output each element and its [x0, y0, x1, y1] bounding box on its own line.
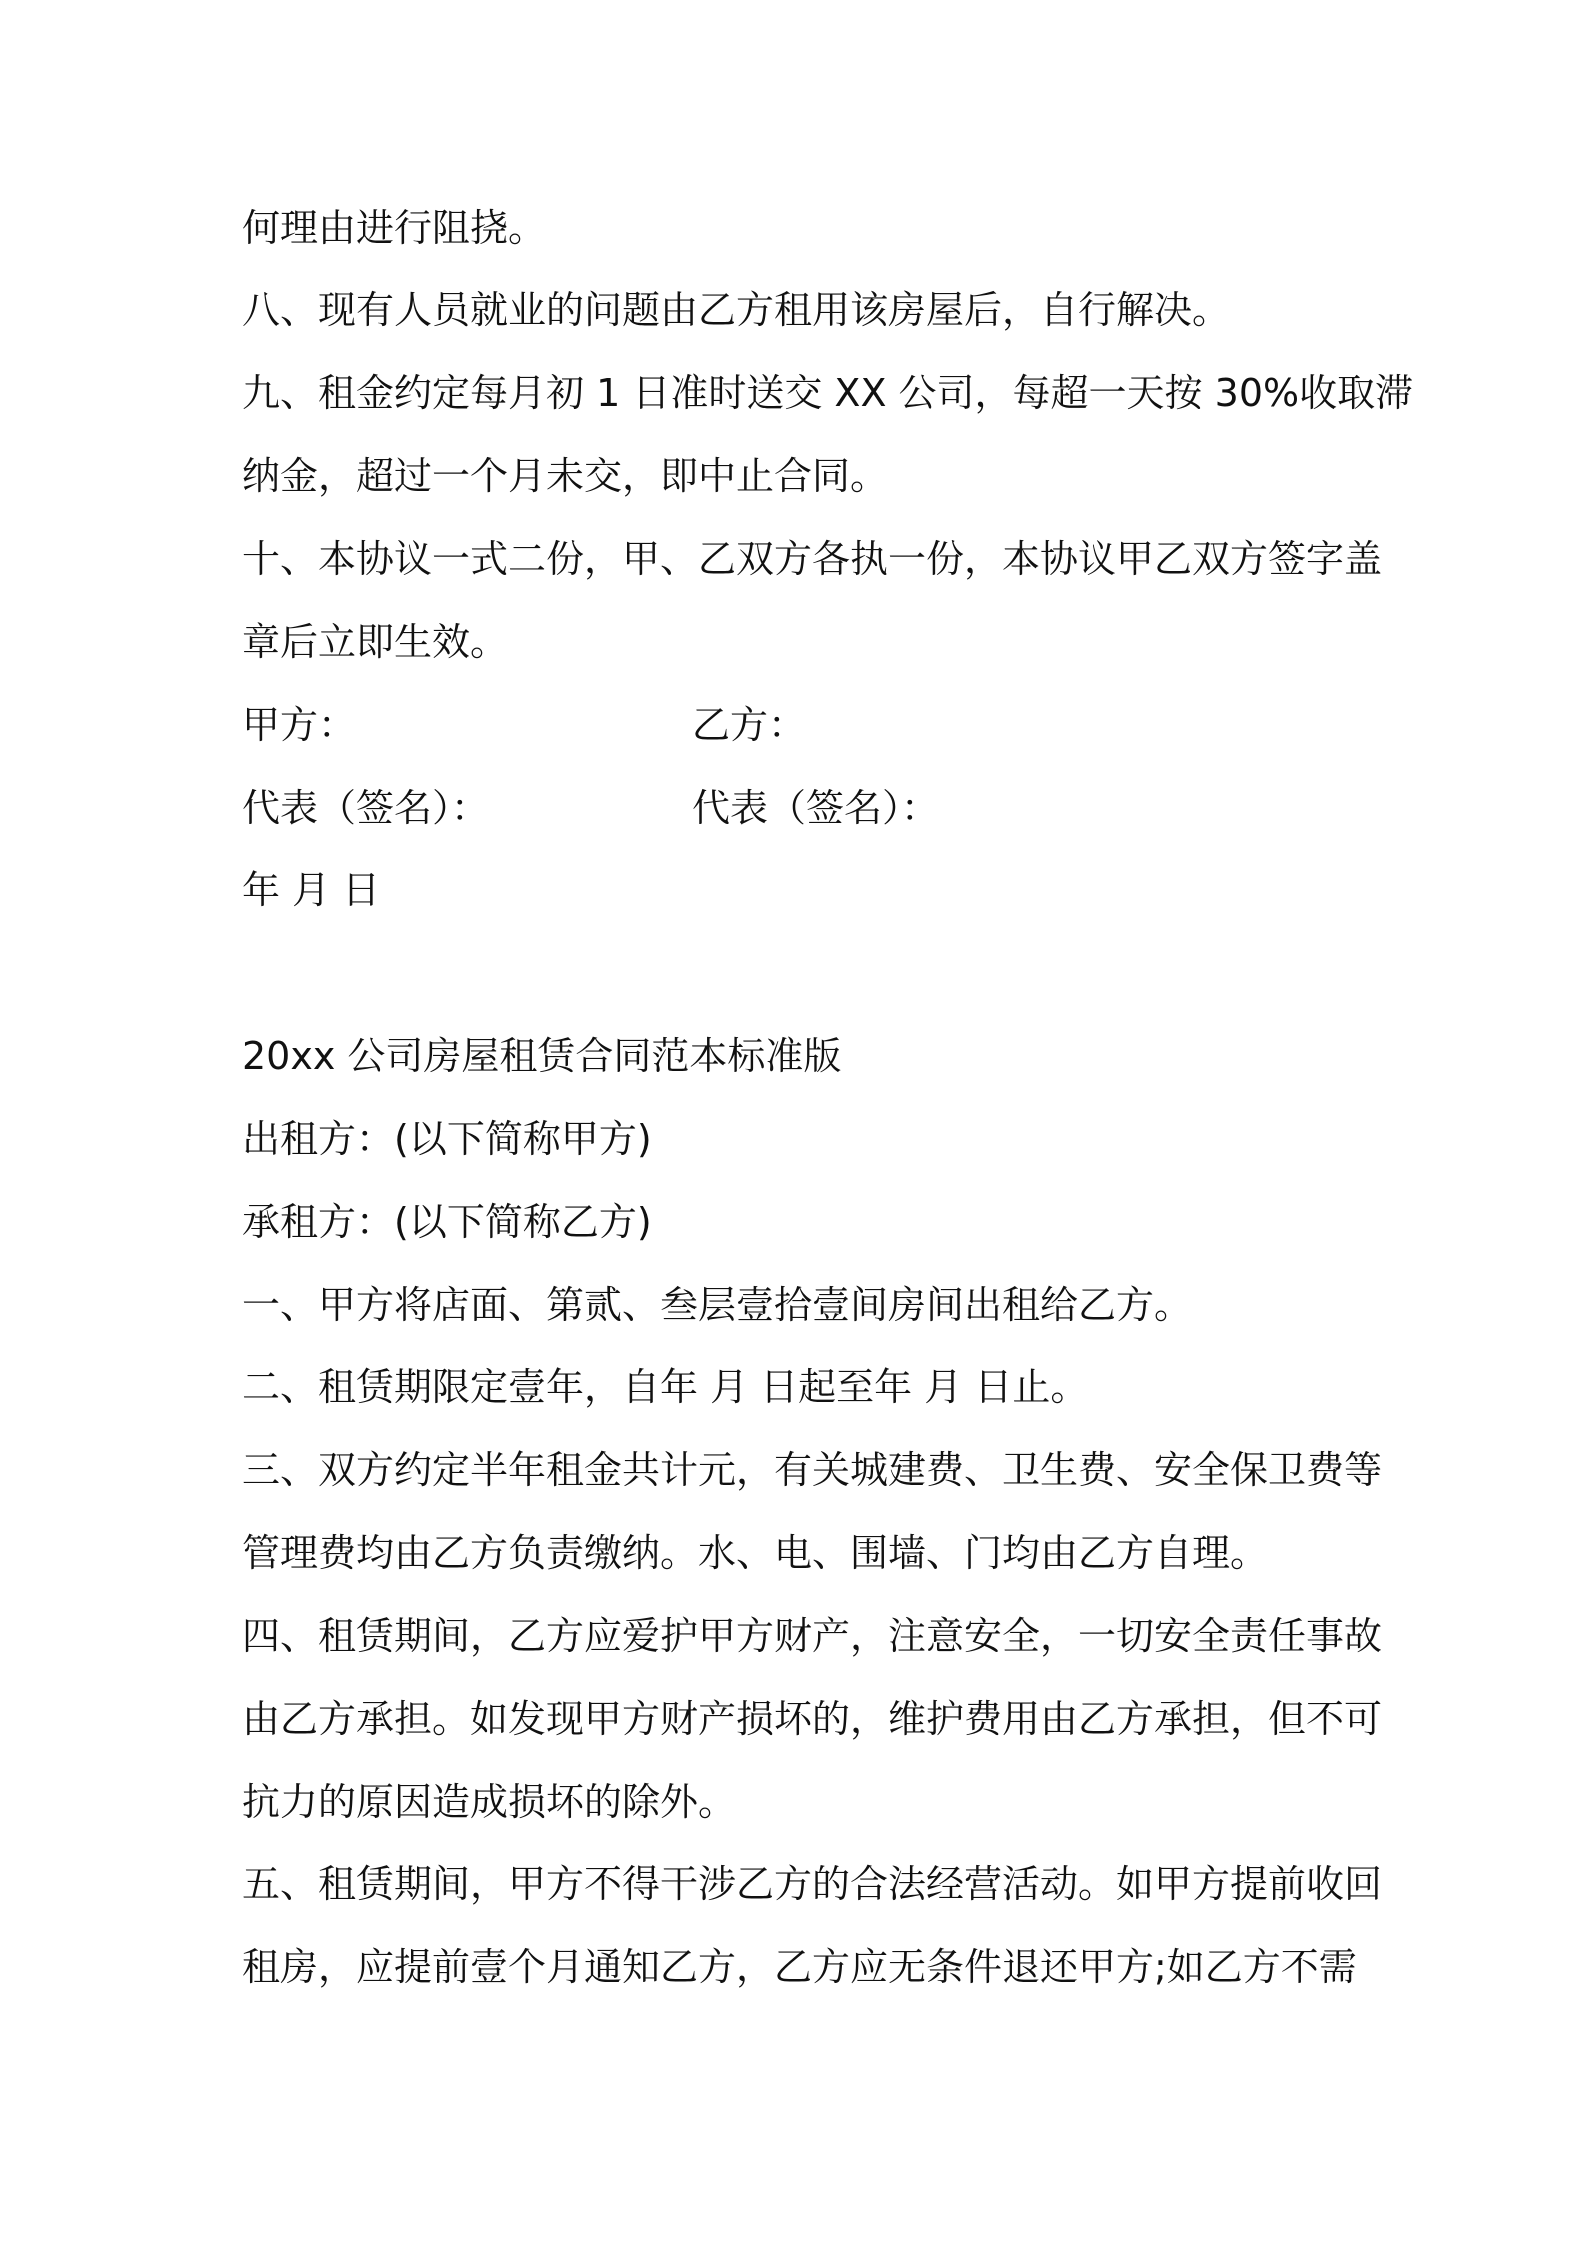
clause-four-line-2: 由乙方承担。如发现甲方财产损坏的，维护费用由乙方承担，但不可 — [242, 1697, 1383, 1741]
clause-four-line-1: 四、租赁期间，乙方应爱护甲方财产，注意安全，一切安全责任事故 — [242, 1614, 1383, 1658]
rep-a-signature-label: 代表（签名）： — [242, 786, 490, 830]
clause-five-line-2: 租房，应提前壹个月通知乙方，乙方应无条件退还甲方;如乙方不需 — [242, 1945, 1357, 1989]
date-line: 年 月 日 — [242, 868, 381, 912]
rep-b-signature-label: 代表（签名）： — [692, 786, 940, 830]
party-b-label: 乙方： — [692, 703, 807, 747]
party-a-label: 甲方： — [242, 703, 357, 747]
clause-eight: 八、现有人员就业的问题由乙方租用该房屋后，自行解决。 — [242, 288, 1231, 332]
clause-ten-line-1: 十、本协议一式二份，甲、乙双方各执一份，本协议甲乙双方签字盖 — [242, 537, 1383, 581]
clause-one: 一、甲方将店面、第贰、叁层壹拾壹间房间出租给乙方。 — [242, 1283, 1193, 1327]
contract-title: 20xx 公司房屋租赁合同范本标准版 — [242, 1034, 842, 1078]
clause-two: 二、租赁期限定壹年，自年 月 日起至年 月 日止。 — [242, 1365, 1089, 1409]
clause-five-line-1: 五、租赁期间，甲方不得干涉乙方的合法经营活动。如甲方提前收回 — [242, 1862, 1383, 1906]
clause-four-line-3: 抗力的原因造成损坏的除外。 — [242, 1780, 737, 1824]
paragraph-line: 何理由进行阻挠。 — [242, 206, 547, 250]
clause-three-line-1: 三、双方约定半年租金共计元，有关城建费、卫生费、安全保卫费等 — [242, 1448, 1383, 1492]
clause-three-line-2: 管理费均由乙方负责缴纳。水、电、围墙、门均由乙方自理。 — [242, 1531, 1269, 1575]
clause-nine-line-2: 纳金，超过一个月未交，即中止合同。 — [242, 454, 889, 498]
lessee-line: 承租方：(以下简称乙方) — [242, 1200, 652, 1244]
clause-ten-line-2: 章后立即生效。 — [242, 620, 509, 664]
lessor-line: 出租方：(以下简称甲方) — [242, 1117, 652, 1161]
clause-nine-line-1: 九、租金约定每月初 1 日准时送交 XX 公司，每超一天按 30%收取滞 — [242, 371, 1414, 415]
